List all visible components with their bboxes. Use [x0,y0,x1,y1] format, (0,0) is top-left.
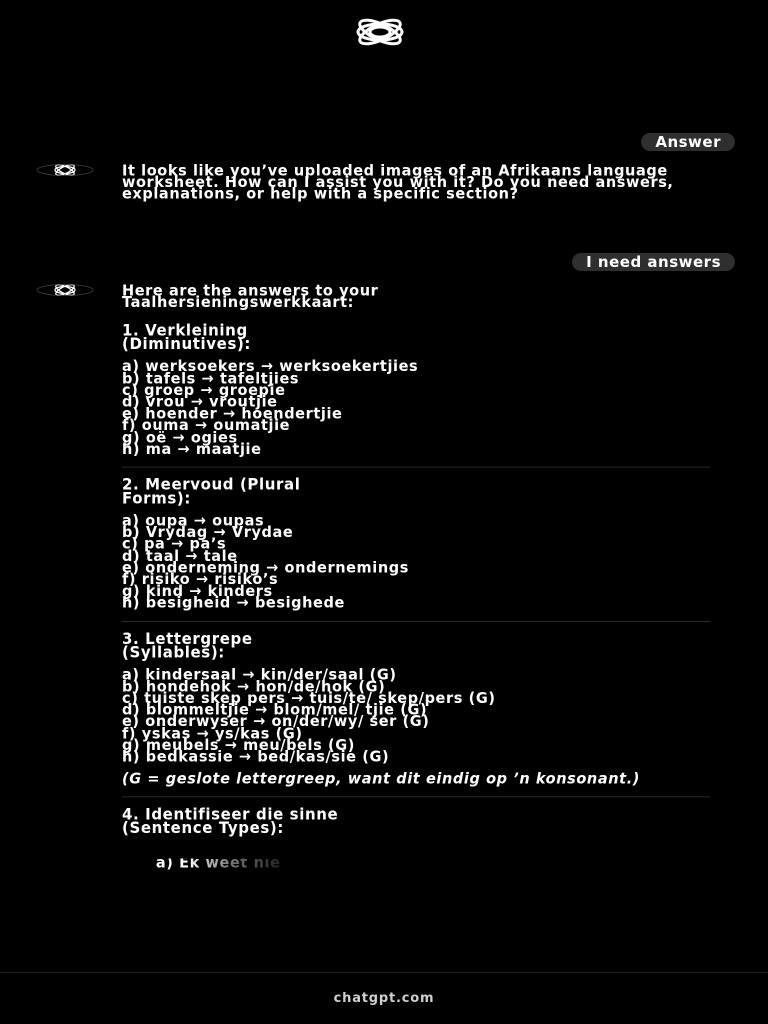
answer-section [122,475,712,612]
answer-item: e) hoender → hoendertjie [122,405,343,423]
answer-item: g) kind → kinders [122,583,273,601]
answer-item: d) vrou → vroutjie [122,394,278,411]
answer-item: g) oë → ogies [122,429,238,447]
answer-item: b) tafels → tafeltjies [122,370,300,388]
section-divider [122,797,710,798]
assistant-message [122,162,702,204]
user-message-bubble [641,133,735,151]
user-message-text: Answer [655,133,721,151]
user-message-bubble [572,253,735,271]
answer-item: h) bedkassie → bed/kas/sie (G) [122,749,390,766]
answer-item: d) taal → tale [122,548,238,565]
intro-line: Here are the answers to your [122,282,379,300]
section-title: 1. Verkleining (Diminutives): [122,321,252,354]
answer-item: g) meubels → meu/bels (G) [122,737,355,755]
url-text[interactable]: chatgpt.com [333,991,435,1006]
answer-item: b) Vrydag → Vrydae [122,524,294,542]
answer-item: h) ma → maatjie [122,441,262,459]
answer-item: c) pa → pa’s [122,536,227,554]
answer-item: h) besigheid → besighede [122,595,345,612]
answer-item: c) tuiste skep pers → tuis/te/ skep/pers (G) [122,690,496,708]
answer-item: a) kindersaal → kin/der/saal (G) [122,666,397,684]
openai-logo-icon [328,14,432,50]
answer-item-streaming: a) Ek weet nie [155,854,281,872]
answer-item: f) yskas → ys/kas (G) [122,725,303,743]
assistant-avatar-icon [36,284,94,296]
section-title: 4. Identifiseer die sinne (Sentence Types): [122,805,339,838]
answer-item: d) blommeltjie → blom/mel/ tjie (G) [122,702,428,719]
section-title: 3. Lettergrepe (Syllables): [122,628,253,662]
assistant-message [122,282,712,881]
answer-section [122,805,712,881]
answer-section [122,321,712,459]
browser-address-bar[interactable] [0,972,768,1024]
answer-item: e) onderwyser → on/der/wy/ ser (G) [122,713,430,731]
answer-item: a) werksoekers → werksoekertjies [122,358,419,376]
section-divider [122,621,710,622]
answer-item: f) ouma → oumatjie [122,417,291,435]
section-title: 2. Meervoud (Plural Forms): [122,475,301,508]
assistant-message-text: It looks like you’ve uploaded images of an Afrikaans language worksheet. How can I assist you with it? Do you need answers, explanations, or help with a specific section? [122,162,680,204]
answer-section [122,628,712,789]
section-note: (G = geslote lettergreep, want dit eindig op ’n konsonant.) [122,771,641,789]
answer-item: e) onderneming → ondernemings [122,559,409,577]
intro-line: Taalhersieningswerkkaart: [122,294,355,312]
assistant-avatar-icon [36,164,94,176]
user-message-text: I need answers [586,253,721,271]
answer-item: f) risiko → risiko’s [122,571,279,589]
section-divider [122,467,710,468]
answer-item: c) groep → groepie [122,382,286,400]
answer-item: a) oupa → oupas [122,512,265,530]
answer-item: b) hondehok → hon/de/hok (G) [122,678,386,696]
